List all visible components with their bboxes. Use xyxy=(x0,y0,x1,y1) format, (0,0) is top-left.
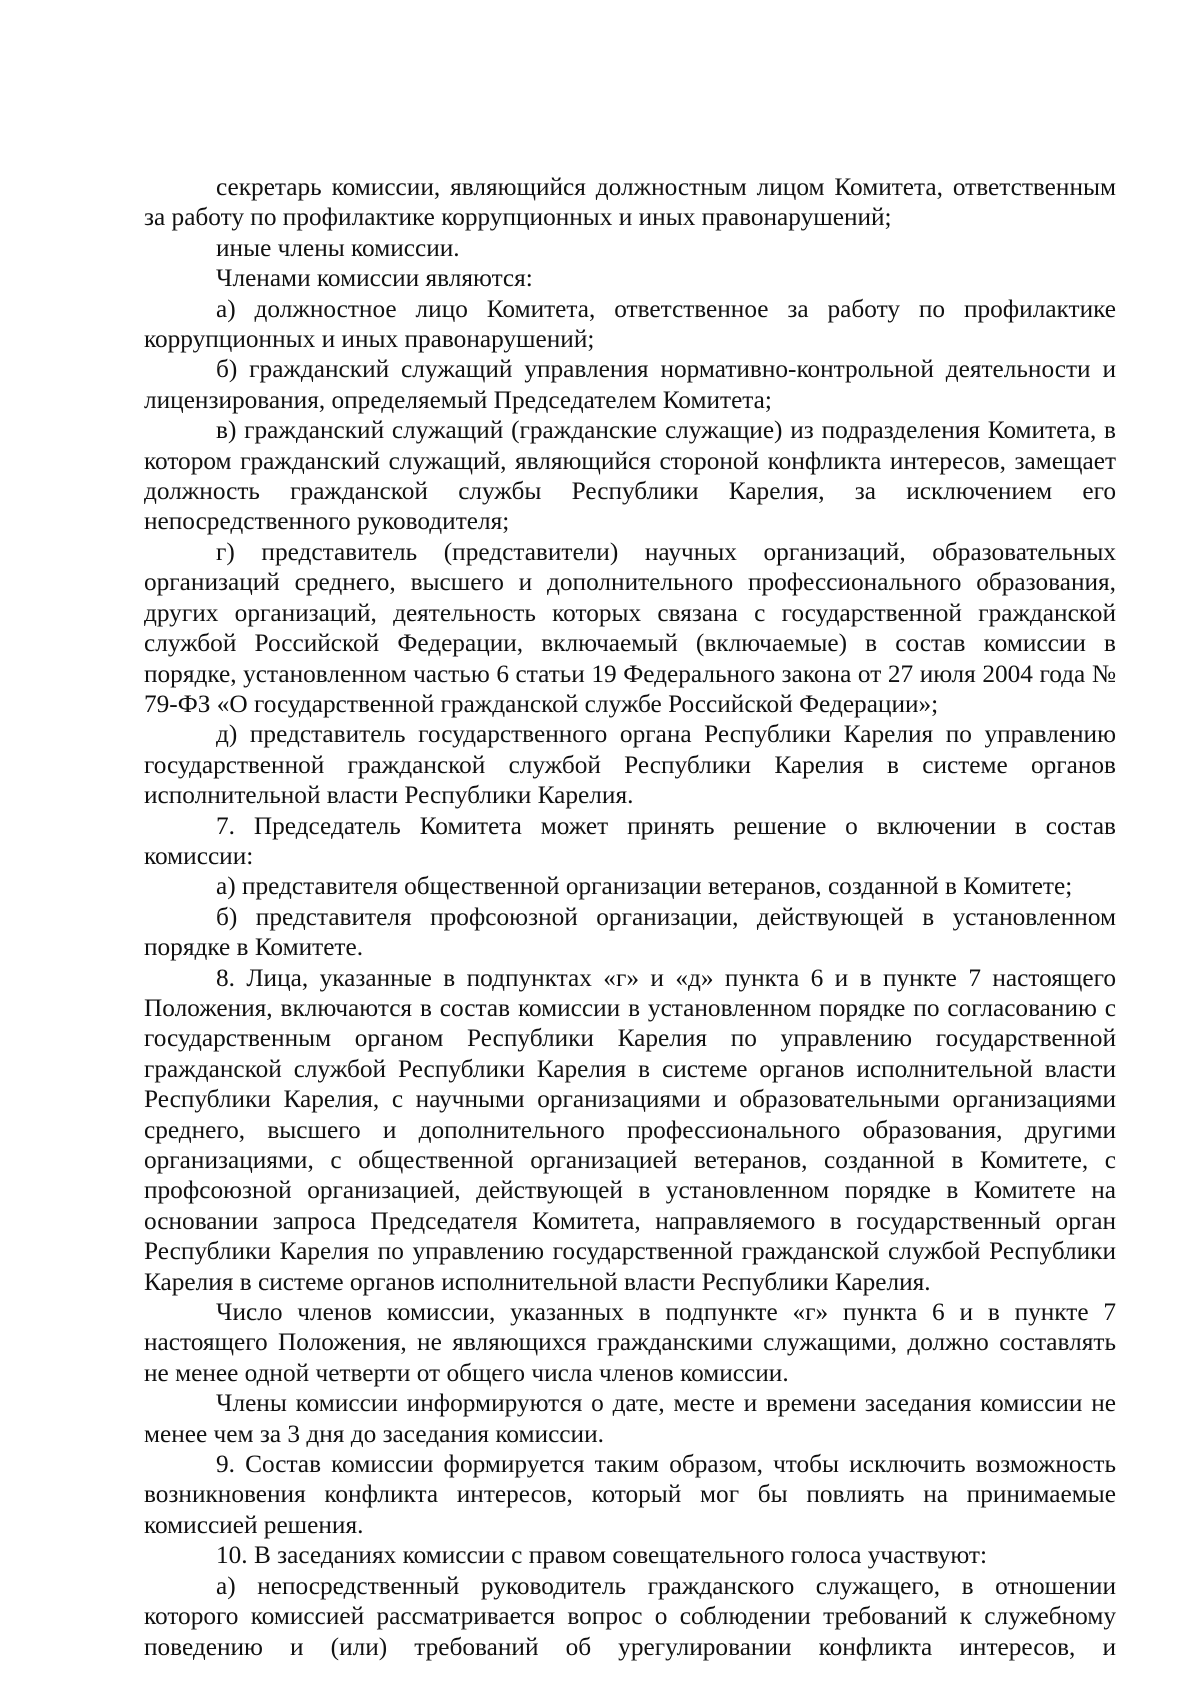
paragraph: б) гражданский служащий управления нормативно-контрольной деятельности и лицензирования, определяемый Председателем Комитета; xyxy=(144,355,1116,414)
paragraph: д) представитель государственного органа Республики Карелия по управлению государственной гражданской службой Республики Карелия в системе органов исполнительной власти Республики Карелия. xyxy=(144,720,1116,810)
paragraph: 9. Состав комиссии формируется таким образом, чтобы исключить возможность возникновения конфликта интересов, который мог бы повлиять на принимаемые комиссией решения. xyxy=(144,1450,1116,1539)
paragraph: б) представителя профсоюзной организации, действующей в установленном порядке в Комитете. xyxy=(144,902,1116,962)
paragraph: Членами комиссии являются: xyxy=(216,264,533,293)
paragraph: 7. Председатель Комитета может принять решение о включении в состав комиссии: xyxy=(144,811,1116,870)
paragraph: Члены комиссии информируются о дате, месте и времени заседания комиссии не менее чем за 3 дня до заседания комиссии. xyxy=(144,1389,1116,1448)
paragraph: секретарь комиссии, являющийся должностным лицом Комитета, ответственным за работу по профилактике коррупционных и иных правонарушений; xyxy=(144,173,1116,232)
paragraph: в) гражданский служащий (гражданские служащие) из подразделения Комитета, в котором гражданский служащий, являющийся стороной конфликта интересов, замещает должность гражданской службы Республики Карелия, за исключением его непосредственного руководителя; xyxy=(144,416,1116,536)
paragraph: а) непосредственный руководитель гражданского служащего, в отношении которого комиссией рассматривается вопрос о соблюдении требований к служебному поведению и (или) требований об урегулировании конфликта интересов, и xyxy=(144,1571,1116,1661)
paragraph: 10. В заседаниях комиссии с правом совещательного голоса участвуют: xyxy=(216,1541,987,1570)
paragraph: г) представитель (представители) научных организаций, образовательных организаций среднего, высшего и дополнительного профессионального образования, других организаций, деятельность которых связана с государственной гражданской службой Российской Федерации, включаемый (включаемые) в состав комиссии в порядке, установленном частью 6 статьи 19 Федерального закона от 27 июля 2004 года № 79-ФЗ «О государственной гражданской службе Российской Федерации»; xyxy=(144,537,1116,718)
paragraph: иные члены комиссии. xyxy=(216,233,460,262)
paragraph: а) должностное лицо Комитета, ответственное за работу по профилактике коррупционных и иных правонарушений; xyxy=(144,294,1116,354)
document-body xyxy=(144,172,1116,1662)
paragraph: Число членов комиссии, указанных в подпункте «г» пункта 6 и в пункте 7 настоящего Положения, не являющихся гражданскими служащими, должно составлять не менее одной четверти от общего числа членов комиссии. xyxy=(144,1298,1116,1387)
paragraph: 8. Лица, указанные в подпунктах «г» и «д» пункта 6 и в пункте 7 настоящего Положения, включаются в состав комиссии в установленном порядке по согласованию с государственным органом Республики Карелия по управлению государственной гражданской службой Республики Карелия в системе органов исполнительной власти Республики Карелия, с научными организациями и образовательными организациями среднего, высшего и дополнительного профессионального образования, другими организациями, с общественной организацией ветеранов, созданной в Комитете, с профсоюзной организацией, действующей в установленном порядке в Комитете на основании запроса Председателя Комитета, направляемого в государственный орган Республики Карелия по управлению государственной гражданской службой Республики Карелия в системе органов исполнительной власти Республики Карелия. xyxy=(144,963,1116,1296)
paragraph: а) представителя общественной организации ветеранов, созданной в Комитете; xyxy=(216,872,1073,901)
